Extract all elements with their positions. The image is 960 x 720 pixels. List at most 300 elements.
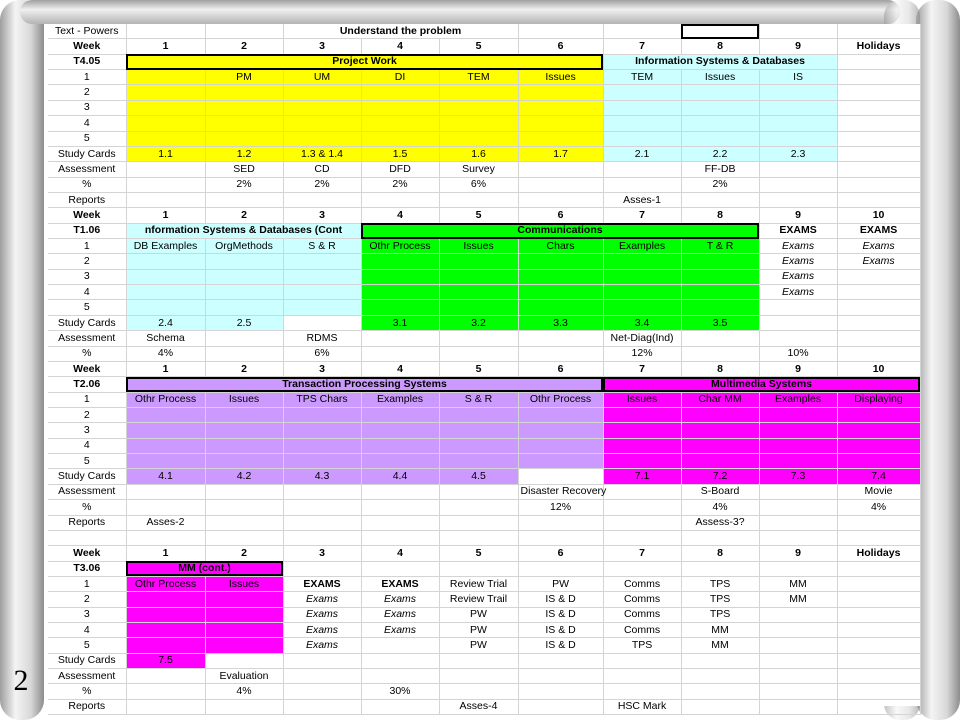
sheet-cell[interactable]: 1.7: [518, 146, 603, 161]
sheet-cell[interactable]: 7.4: [837, 469, 920, 484]
sheet-cell[interactable]: [837, 576, 920, 591]
sheet-cell[interactable]: [283, 407, 361, 422]
sheet-cell[interactable]: [283, 285, 361, 300]
sheet-cell[interactable]: [837, 192, 920, 207]
sheet-cell[interactable]: 5: [48, 638, 126, 653]
sheet-cell[interactable]: [439, 653, 518, 668]
sheet-cell[interactable]: [518, 407, 603, 422]
sheet-cell[interactable]: 4%: [126, 346, 205, 361]
sheet-cell[interactable]: [681, 561, 759, 576]
sheet-cell[interactable]: Week: [48, 361, 126, 376]
sheet-cell[interactable]: [439, 500, 518, 515]
sheet-cell[interactable]: [518, 346, 603, 361]
sheet-cell[interactable]: [439, 684, 518, 699]
sheet-cell[interactable]: 4: [48, 116, 126, 131]
sheet-cell[interactable]: [518, 469, 603, 484]
sheet-cell[interactable]: 5: [439, 39, 518, 54]
sheet-cell[interactable]: [759, 684, 837, 699]
sheet-cell[interactable]: Reports: [48, 515, 126, 530]
sheet-cell[interactable]: 4: [48, 438, 126, 453]
sheet-cell[interactable]: Exams: [759, 254, 837, 269]
sheet-cell[interactable]: [518, 24, 603, 39]
sheet-cell[interactable]: [205, 607, 283, 622]
sheet-cell[interactable]: EXAMS: [283, 576, 361, 591]
sheet-cell[interactable]: 9: [759, 546, 837, 561]
sheet-cell[interactable]: TPS: [603, 638, 681, 653]
sheet-cell[interactable]: 4: [361, 39, 439, 54]
sheet-cell[interactable]: [439, 85, 518, 100]
sheet-cell[interactable]: [837, 269, 920, 284]
sheet-cell[interactable]: [518, 269, 603, 284]
sheet-cell[interactable]: Survey: [439, 162, 518, 177]
sheet-cell[interactable]: [361, 699, 439, 714]
sheet-cell[interactable]: [603, 515, 681, 530]
sheet-cell[interactable]: 2%: [205, 177, 283, 192]
sheet-cell[interactable]: Examples: [361, 392, 439, 407]
sheet-cell[interactable]: [361, 515, 439, 530]
sheet-cell[interactable]: [283, 515, 361, 530]
sheet-cell[interactable]: [681, 24, 759, 39]
sheet-cell[interactable]: Assessment: [48, 162, 126, 177]
sheet-cell[interactable]: 4%: [837, 500, 920, 515]
sheet-cell[interactable]: [603, 653, 681, 668]
sheet-cell[interactable]: Review Trail: [439, 592, 518, 607]
sheet-cell[interactable]: %: [48, 500, 126, 515]
sheet-cell[interactable]: [837, 54, 920, 69]
sheet-cell[interactable]: PW: [439, 623, 518, 638]
sheet-cell[interactable]: [603, 454, 681, 469]
sheet-cell[interactable]: 7: [603, 39, 681, 54]
sheet-cell[interactable]: 3: [48, 423, 126, 438]
sheet-cell[interactable]: IS & D: [518, 592, 603, 607]
sheet-cell[interactable]: MM: [681, 623, 759, 638]
sheet-cell[interactable]: [603, 162, 681, 177]
sheet-cell[interactable]: [518, 177, 603, 192]
sheet-cell[interactable]: [518, 285, 603, 300]
sheet-cell[interactable]: [205, 515, 283, 530]
sheet-cell[interactable]: T4.05: [48, 54, 126, 69]
sheet-cell[interactable]: [205, 454, 283, 469]
sheet-cell[interactable]: [603, 484, 681, 499]
sheet-cell[interactable]: Issues: [205, 392, 283, 407]
sheet-cell[interactable]: Reports: [48, 192, 126, 207]
sheet-cell[interactable]: IS & D: [518, 623, 603, 638]
sheet-cell[interactable]: Multimedia Systems: [603, 377, 920, 392]
sheet-cell[interactable]: Text - Powers: [48, 24, 126, 39]
sheet-cell[interactable]: 7.2: [681, 469, 759, 484]
sheet-cell[interactable]: Movie: [837, 484, 920, 499]
sheet-cell[interactable]: Exams: [837, 239, 920, 254]
sheet-cell[interactable]: [283, 438, 361, 453]
sheet-cell[interactable]: Othr Process: [518, 392, 603, 407]
sheet-cell[interactable]: [126, 607, 205, 622]
sheet-cell[interactable]: [126, 684, 205, 699]
sheet-cell[interactable]: 4.3: [283, 469, 361, 484]
sheet-cell[interactable]: 1: [48, 239, 126, 254]
sheet-cell[interactable]: [361, 85, 439, 100]
sheet-cell[interactable]: [439, 454, 518, 469]
sheet-cell[interactable]: 3.2: [439, 315, 518, 330]
sheet-cell[interactable]: 2.5: [205, 315, 283, 330]
sheet-cell[interactable]: [126, 500, 205, 515]
sheet-cell[interactable]: [205, 24, 283, 39]
sheet-cell[interactable]: [361, 500, 439, 515]
sheet-cell[interactable]: [759, 100, 837, 115]
sheet-cell[interactable]: [837, 699, 920, 714]
sheet-cell[interactable]: 4: [48, 623, 126, 638]
sheet-cell[interactable]: [681, 346, 759, 361]
sheet-cell[interactable]: RDMS: [283, 331, 361, 346]
sheet-cell[interactable]: 12%: [518, 500, 603, 515]
sheet-cell[interactable]: [205, 653, 283, 668]
sheet-cell[interactable]: PW: [518, 576, 603, 591]
sheet-cell[interactable]: Assessment: [48, 331, 126, 346]
sheet-cell[interactable]: 4: [48, 285, 126, 300]
sheet-cell[interactable]: [126, 699, 205, 714]
sheet-cell[interactable]: 5: [439, 208, 518, 223]
sheet-cell[interactable]: [518, 515, 603, 530]
sheet-cell[interactable]: 2%: [681, 177, 759, 192]
sheet-cell[interactable]: [759, 162, 837, 177]
sheet-cell[interactable]: 8: [681, 208, 759, 223]
sheet-cell[interactable]: [361, 454, 439, 469]
sheet-cell[interactable]: Asses-2: [126, 515, 205, 530]
sheet-cell[interactable]: 2: [205, 39, 283, 54]
sheet-cell[interactable]: 30%: [361, 684, 439, 699]
sheet-cell[interactable]: HSC Mark: [603, 699, 681, 714]
sheet-cell[interactable]: [837, 561, 920, 576]
sheet-cell[interactable]: [518, 699, 603, 714]
sheet-cell[interactable]: [205, 623, 283, 638]
sheet-cell[interactable]: [361, 269, 439, 284]
sheet-cell[interactable]: 3.1: [361, 315, 439, 330]
sheet-cell[interactable]: Exams: [837, 254, 920, 269]
sheet-cell[interactable]: Review Trial: [439, 576, 518, 591]
sheet-cell[interactable]: Study Cards: [48, 653, 126, 668]
sheet-cell[interactable]: Week: [48, 546, 126, 561]
sheet-cell[interactable]: [759, 530, 837, 545]
sheet-cell[interactable]: 1: [126, 546, 205, 561]
sheet-cell[interactable]: [126, 131, 205, 146]
sheet-cell[interactable]: 9: [759, 361, 837, 376]
sheet-cell[interactable]: [837, 438, 920, 453]
sheet-cell[interactable]: [759, 669, 837, 684]
sheet-cell[interactable]: [837, 623, 920, 638]
sheet-cell[interactable]: 5: [439, 546, 518, 561]
sheet-cell[interactable]: 10: [837, 361, 920, 376]
sheet-cell[interactable]: [126, 85, 205, 100]
sheet-cell[interactable]: Week: [48, 208, 126, 223]
sheet-cell[interactable]: 5: [48, 454, 126, 469]
sheet-cell[interactable]: S & R: [439, 392, 518, 407]
sheet-cell[interactable]: [837, 162, 920, 177]
sheet-cell[interactable]: 2.1: [603, 146, 681, 161]
sheet-cell[interactable]: Net-Diag(Ind): [603, 331, 681, 346]
sheet-cell[interactable]: Chars: [518, 239, 603, 254]
sheet-cell[interactable]: [837, 70, 920, 85]
sheet-cell[interactable]: Exams: [759, 269, 837, 284]
sheet-cell[interactable]: 3: [48, 607, 126, 622]
sheet-cell[interactable]: 1.2: [205, 146, 283, 161]
sheet-cell[interactable]: PW: [439, 607, 518, 622]
sheet-cell[interactable]: 3.3: [518, 315, 603, 330]
sheet-cell[interactable]: 2%: [283, 177, 361, 192]
sheet-cell[interactable]: [759, 300, 837, 315]
sheet-cell[interactable]: [361, 407, 439, 422]
sheet-cell[interactable]: [283, 116, 361, 131]
sheet-cell[interactable]: 3.4: [603, 315, 681, 330]
sheet-cell[interactable]: [837, 85, 920, 100]
sheet-cell[interactable]: 8: [681, 39, 759, 54]
sheet-cell[interactable]: Week: [48, 39, 126, 54]
sheet-cell[interactable]: 2: [48, 592, 126, 607]
sheet-cell[interactable]: [205, 285, 283, 300]
sheet-cell[interactable]: [205, 346, 283, 361]
sheet-cell[interactable]: [126, 116, 205, 131]
sheet-cell[interactable]: Issues: [518, 70, 603, 85]
sheet-cell[interactable]: [603, 116, 681, 131]
sheet-cell[interactable]: [283, 561, 361, 576]
sheet-cell[interactable]: TPS: [681, 592, 759, 607]
sheet-cell[interactable]: 8: [681, 361, 759, 376]
sheet-cell[interactable]: [518, 530, 603, 545]
sheet-cell[interactable]: EXAMS: [759, 223, 837, 238]
sheet-cell[interactable]: [759, 331, 837, 346]
sheet-cell[interactable]: Assessment: [48, 669, 126, 684]
sheet-cell[interactable]: CD: [283, 162, 361, 177]
sheet-cell[interactable]: MM: [681, 638, 759, 653]
sheet-cell[interactable]: 12%: [603, 346, 681, 361]
sheet-cell[interactable]: OrgMethods: [205, 239, 283, 254]
sheet-cell[interactable]: [837, 530, 920, 545]
sheet-cell[interactable]: [126, 530, 205, 545]
sheet-cell[interactable]: 1.6: [439, 146, 518, 161]
sheet-cell[interactable]: [361, 438, 439, 453]
sheet-cell[interactable]: [126, 254, 205, 269]
sheet-cell[interactable]: 2: [48, 254, 126, 269]
sheet-cell[interactable]: [126, 100, 205, 115]
sheet-cell[interactable]: [361, 131, 439, 146]
sheet-cell[interactable]: [361, 300, 439, 315]
sheet-cell[interactable]: TPS: [681, 576, 759, 591]
sheet-cell[interactable]: [759, 500, 837, 515]
sheet-cell[interactable]: 7: [603, 208, 681, 223]
sheet-cell[interactable]: [681, 285, 759, 300]
sheet-cell[interactable]: [361, 192, 439, 207]
sheet-cell[interactable]: [603, 561, 681, 576]
sheet-cell[interactable]: [439, 254, 518, 269]
sheet-cell[interactable]: [283, 100, 361, 115]
sheet-cell[interactable]: [837, 300, 920, 315]
sheet-cell[interactable]: [283, 653, 361, 668]
sheet-cell[interactable]: [361, 530, 439, 545]
sheet-cell[interactable]: [518, 454, 603, 469]
sheet-cell[interactable]: [205, 530, 283, 545]
sheet-cell[interactable]: %: [48, 177, 126, 192]
sheet-cell[interactable]: [126, 623, 205, 638]
sheet-cell[interactable]: [283, 300, 361, 315]
sheet-cell[interactable]: Transaction Processing Systems: [126, 377, 603, 392]
sheet-cell[interactable]: FF-DB: [681, 162, 759, 177]
sheet-cell[interactable]: [759, 315, 837, 330]
sheet-cell[interactable]: [439, 269, 518, 284]
sheet-cell[interactable]: [681, 530, 759, 545]
sheet-cell[interactable]: [603, 530, 681, 545]
sheet-cell[interactable]: [837, 407, 920, 422]
sheet-cell[interactable]: [837, 669, 920, 684]
sheet-cell[interactable]: [837, 315, 920, 330]
sheet-cell[interactable]: [681, 192, 759, 207]
sheet-cell[interactable]: [759, 484, 837, 499]
sheet-cell[interactable]: [361, 100, 439, 115]
sheet-cell[interactable]: 3: [283, 361, 361, 376]
sheet-cell[interactable]: [837, 454, 920, 469]
sheet-cell[interactable]: 9: [759, 208, 837, 223]
sheet-cell[interactable]: [439, 515, 518, 530]
sheet-cell[interactable]: Study Cards: [48, 315, 126, 330]
sheet-cell[interactable]: [126, 269, 205, 284]
sheet-cell[interactable]: [205, 423, 283, 438]
sheet-cell[interactable]: Exams: [759, 239, 837, 254]
sheet-cell[interactable]: [361, 653, 439, 668]
sheet-cell[interactable]: [681, 269, 759, 284]
sheet-cell[interactable]: TEM: [439, 70, 518, 85]
sheet-cell[interactable]: Exams: [283, 592, 361, 607]
sheet-cell[interactable]: [283, 192, 361, 207]
sheet-cell[interactable]: Understand the problem: [283, 24, 518, 39]
sheet-cell[interactable]: 2%: [361, 177, 439, 192]
sheet-cell[interactable]: 4%: [681, 500, 759, 515]
sheet-cell[interactable]: T1.06: [48, 223, 126, 238]
sheet-cell[interactable]: [518, 100, 603, 115]
sheet-cell[interactable]: [759, 653, 837, 668]
sheet-cell[interactable]: TEM: [603, 70, 681, 85]
sheet-cell[interactable]: 2: [48, 407, 126, 422]
sheet-cell[interactable]: [439, 423, 518, 438]
sheet-cell[interactable]: Information Systems & Databases: [603, 54, 837, 69]
sheet-cell[interactable]: PM: [205, 70, 283, 85]
sheet-cell[interactable]: [126, 423, 205, 438]
sheet-cell[interactable]: [439, 331, 518, 346]
sheet-cell[interactable]: [361, 116, 439, 131]
sheet-cell[interactable]: [126, 70, 205, 85]
sheet-cell[interactable]: 4.2: [205, 469, 283, 484]
sheet-cell[interactable]: [837, 24, 920, 39]
sheet-cell[interactable]: Exams: [283, 607, 361, 622]
sheet-cell[interactable]: [283, 269, 361, 284]
sheet-cell[interactable]: 3: [283, 208, 361, 223]
sheet-cell[interactable]: [439, 407, 518, 422]
sheet-cell[interactable]: [681, 300, 759, 315]
sheet-cell[interactable]: [518, 116, 603, 131]
sheet-cell[interactable]: [837, 607, 920, 622]
sheet-cell[interactable]: [759, 607, 837, 622]
sheet-cell[interactable]: [518, 438, 603, 453]
sheet-cell[interactable]: Issues: [439, 239, 518, 254]
sheet-cell[interactable]: [283, 315, 361, 330]
sheet-cell[interactable]: [361, 423, 439, 438]
sheet-cell[interactable]: 1: [126, 39, 205, 54]
sheet-cell[interactable]: 9: [759, 39, 837, 54]
sheet-cell[interactable]: 1.3 & 1.4: [283, 146, 361, 161]
sheet-cell[interactable]: 4: [361, 361, 439, 376]
sheet-cell[interactable]: [283, 669, 361, 684]
sheet-cell[interactable]: [439, 100, 518, 115]
sheet-cell[interactable]: T3.06: [48, 561, 126, 576]
sheet-cell[interactable]: [603, 254, 681, 269]
sheet-cell[interactable]: 2: [205, 546, 283, 561]
sheet-cell[interactable]: [361, 285, 439, 300]
sheet-cell[interactable]: [205, 100, 283, 115]
sheet-cell[interactable]: [283, 254, 361, 269]
sheet-cell[interactable]: [837, 423, 920, 438]
sheet-cell[interactable]: [837, 131, 920, 146]
sheet-cell[interactable]: Char MM: [681, 392, 759, 407]
sheet-cell[interactable]: [603, 100, 681, 115]
sheet-cell[interactable]: 2: [205, 208, 283, 223]
sheet-cell[interactable]: 6%: [439, 177, 518, 192]
sheet-cell[interactable]: 4.1: [126, 469, 205, 484]
sheet-cell[interactable]: [837, 638, 920, 653]
sheet-cell[interactable]: [759, 177, 837, 192]
sheet-cell[interactable]: 4.4: [361, 469, 439, 484]
sheet-cell[interactable]: [283, 530, 361, 545]
sheet-cell[interactable]: DB Examples: [126, 239, 205, 254]
sheet-cell[interactable]: Othr Process: [126, 392, 205, 407]
sheet-cell[interactable]: [759, 131, 837, 146]
sheet-cell[interactable]: [126, 300, 205, 315]
sheet-cell[interactable]: [126, 162, 205, 177]
sheet-cell[interactable]: [205, 331, 283, 346]
sheet-cell[interactable]: [283, 684, 361, 699]
sheet-cell[interactable]: [205, 638, 283, 653]
sheet-cell[interactable]: [759, 699, 837, 714]
sheet-cell[interactable]: [603, 438, 681, 453]
sheet-cell[interactable]: [518, 561, 603, 576]
sheet-cell[interactable]: [603, 423, 681, 438]
sheet-cell[interactable]: 7.1: [603, 469, 681, 484]
sheet-cell[interactable]: [518, 423, 603, 438]
sheet-cell[interactable]: [126, 638, 205, 653]
sheet-cell[interactable]: [681, 684, 759, 699]
sheet-cell[interactable]: T2.06: [48, 377, 126, 392]
sheet-cell[interactable]: 7.3: [759, 469, 837, 484]
sheet-cell[interactable]: [205, 407, 283, 422]
sheet-cell[interactable]: [205, 699, 283, 714]
sheet-cell[interactable]: [126, 192, 205, 207]
sheet-cell[interactable]: [439, 484, 518, 499]
sheet-cell[interactable]: [681, 423, 759, 438]
sheet-cell[interactable]: [603, 131, 681, 146]
sheet-cell[interactable]: T & R: [681, 239, 759, 254]
sheet-cell[interactable]: 6: [518, 361, 603, 376]
sheet-cell[interactable]: 6: [518, 546, 603, 561]
sheet-cell[interactable]: [126, 438, 205, 453]
sheet-cell[interactable]: [837, 285, 920, 300]
sheet-cell[interactable]: [681, 653, 759, 668]
sheet-cell[interactable]: [681, 407, 759, 422]
sheet-cell[interactable]: Comms: [603, 592, 681, 607]
sheet-cell[interactable]: [439, 285, 518, 300]
sheet-cell[interactable]: UM: [283, 70, 361, 85]
sheet-cell[interactable]: [283, 484, 361, 499]
sheet-cell[interactable]: MM: [759, 576, 837, 591]
sheet-cell[interactable]: Othr Process: [361, 239, 439, 254]
sheet-cell[interactable]: [759, 454, 837, 469]
sheet-cell[interactable]: Study Cards: [48, 146, 126, 161]
sheet-cell[interactable]: IS & D: [518, 638, 603, 653]
sheet-cell[interactable]: 7: [603, 361, 681, 376]
